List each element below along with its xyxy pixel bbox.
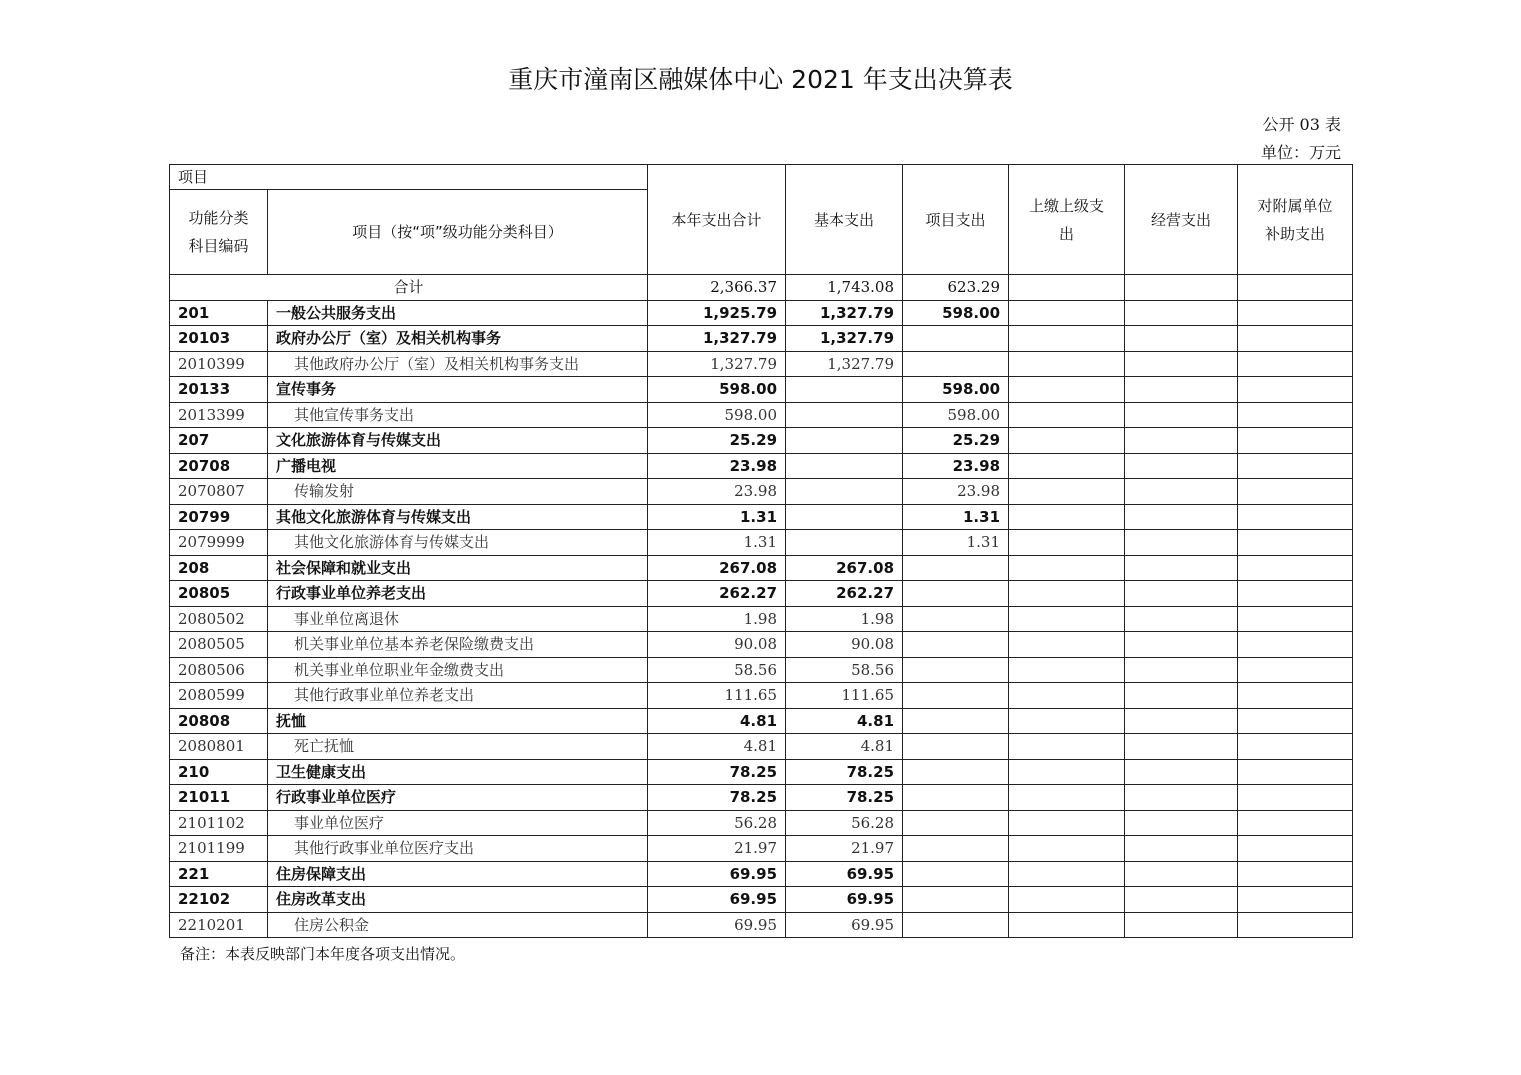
unit-label: 单位：万元 [1260, 143, 1341, 162]
cell-business [1125, 326, 1238, 352]
cell-business [1125, 759, 1238, 785]
cell-project [903, 861, 1009, 887]
table-row [170, 657, 1353, 683]
cell-project [903, 326, 1009, 352]
cell-upper [1009, 810, 1125, 836]
cell-code: 2101199 [170, 836, 268, 862]
cell-subsidy [1238, 453, 1353, 479]
cell-project [903, 606, 1009, 632]
cell-basic: 58.56 [786, 657, 903, 683]
cell-code: 20133 [170, 377, 268, 403]
table-row [170, 836, 1353, 862]
table-row [170, 912, 1353, 938]
cell-code: 2013399 [170, 402, 268, 428]
cell-business [1125, 708, 1238, 734]
cell-subsidy [1238, 861, 1353, 887]
cell-basic: 1,327.79 [786, 326, 903, 352]
cell-upper [1009, 683, 1125, 709]
cell-name: 传输发射 [268, 479, 648, 505]
cell-subsidy [1238, 428, 1353, 454]
header-code-line1: 功能分类 [188, 209, 249, 227]
cell-code: 2010399 [170, 351, 268, 377]
cell-basic [786, 402, 903, 428]
cell-upper [1009, 836, 1125, 862]
table-row [170, 861, 1353, 887]
cell-business [1125, 530, 1238, 556]
cell-basic: 267.08 [786, 555, 903, 581]
page-title: 重庆市潼南区融媒体中心 2021 年支出决算表 [508, 65, 1013, 94]
cell-subsidy [1238, 632, 1353, 658]
cell-upper [1009, 377, 1125, 403]
cell-code: 2080502 [170, 606, 268, 632]
cell-upper [1009, 479, 1125, 505]
cell-basic: 1,327.79 [786, 300, 903, 326]
table-row [170, 479, 1353, 505]
cell-business [1125, 785, 1238, 811]
cell-name: 文化旅游体育与传媒支出 [268, 428, 648, 454]
cell-upper [1009, 581, 1125, 607]
cell-basic: 111.65 [786, 683, 903, 709]
cell-upper [1009, 887, 1125, 913]
header-upper [1009, 165, 1125, 275]
cell-total: 90.08 [648, 632, 786, 658]
cell-project [903, 836, 1009, 862]
header-name: 项目（按“项”级功能分类科目） [268, 190, 648, 275]
cell-total: 1,925.79 [648, 300, 786, 326]
cell-upper [1009, 734, 1125, 760]
cell-business [1125, 581, 1238, 607]
table-row [170, 759, 1353, 785]
cell-name: 宣传事务 [268, 377, 648, 403]
cell-name: 抚恤 [268, 708, 648, 734]
table-row [170, 377, 1353, 403]
footnote: 备注：本表反映部门本年度各项支出情况。 [180, 945, 466, 963]
cell-code: 2080506 [170, 657, 268, 683]
cell-name: 社会保障和就业支出 [268, 555, 648, 581]
cell-subsidy [1238, 734, 1353, 760]
cell-name: 政府办公厅（室）及相关机构事务 [268, 326, 648, 352]
cell-total: 4.81 [648, 708, 786, 734]
header-upper-line1: 上缴上级支 [1029, 196, 1105, 215]
cell-name: 广播电视 [268, 453, 648, 479]
cell-basic: 4.81 [786, 708, 903, 734]
cell-basic [786, 377, 903, 403]
cell-basic [786, 479, 903, 505]
header-project: 项目 [170, 165, 648, 190]
cell-project: 598.00 [903, 402, 1009, 428]
cell-total: 25.29 [648, 428, 786, 454]
cell-total: 2,366.37 [648, 275, 786, 301]
cell-business [1125, 912, 1238, 938]
cell-code: 21011 [170, 785, 268, 811]
cell-code: 207 [170, 428, 268, 454]
cell-business [1125, 810, 1238, 836]
cell-total: 598.00 [648, 402, 786, 428]
cell-project: 1.31 [903, 504, 1009, 530]
cell-project [903, 581, 1009, 607]
expenditure-table [169, 164, 1353, 938]
cell-subsidy [1238, 581, 1353, 607]
cell-subsidy [1238, 810, 1353, 836]
cell-basic: 262.27 [786, 581, 903, 607]
cell-code: 20103 [170, 326, 268, 352]
table-row [170, 402, 1353, 428]
cell-name: 死亡抚恤 [268, 734, 648, 760]
table-row [170, 606, 1353, 632]
cell-basic: 4.81 [786, 734, 903, 760]
cell-project [903, 912, 1009, 938]
cell-upper [1009, 861, 1125, 887]
cell-project [903, 555, 1009, 581]
cell-subsidy [1238, 402, 1353, 428]
cell-name: 行政事业单位养老支出 [268, 581, 648, 607]
cell-business [1125, 734, 1238, 760]
cell-name: 住房保障支出 [268, 861, 648, 887]
table-row [170, 300, 1353, 326]
table-row [170, 351, 1353, 377]
cell-project [903, 759, 1009, 785]
cell-upper [1009, 912, 1125, 938]
cell-code: 221 [170, 861, 268, 887]
cell-basic: 1.98 [786, 606, 903, 632]
cell-total: 1,327.79 [648, 351, 786, 377]
cell-basic: 1,743.08 [786, 275, 903, 301]
cell-name: 其他政府办公厅（室）及相关机构事务支出 [268, 351, 648, 377]
cell-project: 25.29 [903, 428, 1009, 454]
cell-subsidy [1238, 836, 1353, 862]
table-header [170, 165, 1353, 275]
cell-code: 2080599 [170, 683, 268, 709]
cell-name: 住房改革支出 [268, 887, 648, 913]
cell-project [903, 632, 1009, 658]
cell-name: 行政事业单位医疗 [268, 785, 648, 811]
cell-basic [786, 504, 903, 530]
header-total: 本年支出合计 [648, 165, 786, 275]
cell-subsidy [1238, 887, 1353, 913]
cell-subsidy [1238, 708, 1353, 734]
cell-total: 267.08 [648, 555, 786, 581]
cell-upper [1009, 606, 1125, 632]
cell-total: 111.65 [648, 683, 786, 709]
cell-project [903, 708, 1009, 734]
cell-project [903, 657, 1009, 683]
cell-upper [1009, 428, 1125, 454]
cell-upper [1009, 351, 1125, 377]
table-row [170, 785, 1353, 811]
cell-total: 4.81 [648, 734, 786, 760]
cell-basic: 78.25 [786, 759, 903, 785]
cell-basic: 69.95 [786, 912, 903, 938]
header-business: 经营支出 [1125, 165, 1238, 275]
cell-business [1125, 683, 1238, 709]
header-subsidy [1238, 165, 1353, 275]
cell-project: 23.98 [903, 453, 1009, 479]
cell-total: 1.98 [648, 606, 786, 632]
cell-code: 208 [170, 555, 268, 581]
table-row [170, 734, 1353, 760]
cell-code: 20808 [170, 708, 268, 734]
cell-business [1125, 887, 1238, 913]
cell-code: 2101102 [170, 810, 268, 836]
table-row [170, 504, 1353, 530]
cell-upper [1009, 657, 1125, 683]
cell-basic [786, 530, 903, 556]
cell-total: 1,327.79 [648, 326, 786, 352]
cell-total: 21.97 [648, 836, 786, 862]
cell-upper [1009, 300, 1125, 326]
cell-subsidy [1238, 300, 1353, 326]
cell-total: 1.31 [648, 504, 786, 530]
cell-total: 58.56 [648, 657, 786, 683]
cell-basic: 90.08 [786, 632, 903, 658]
cell-code: 2080801 [170, 734, 268, 760]
cell-code: 2079999 [170, 530, 268, 556]
cell-total: 23.98 [648, 479, 786, 505]
cell-business [1125, 275, 1238, 301]
cell-total: 78.25 [648, 785, 786, 811]
cell-code: 210 [170, 759, 268, 785]
cell-total: 56.28 [648, 810, 786, 836]
cell-business [1125, 300, 1238, 326]
cell-business [1125, 836, 1238, 862]
cell-upper [1009, 708, 1125, 734]
cell-upper [1009, 632, 1125, 658]
cell-name: 机关事业单位职业年金缴费支出 [268, 657, 648, 683]
header-basic: 基本支出 [786, 165, 903, 275]
cell-name: 其他行政事业单位医疗支出 [268, 836, 648, 862]
table-row [170, 887, 1353, 913]
cell-code: 2080505 [170, 632, 268, 658]
cell-basic: 69.95 [786, 861, 903, 887]
cell-business [1125, 606, 1238, 632]
cell-business [1125, 453, 1238, 479]
cell-basic: 21.97 [786, 836, 903, 862]
cell-subsidy [1238, 351, 1353, 377]
cell-name: 其他文化旅游体育与传媒支出 [268, 504, 648, 530]
cell-basic: 1,327.79 [786, 351, 903, 377]
cell-subsidy [1238, 555, 1353, 581]
table-row [170, 810, 1353, 836]
cell-upper [1009, 275, 1125, 301]
header-subsidy-line2: 补助支出 [1265, 224, 1326, 243]
cell-upper [1009, 504, 1125, 530]
cell-project: 598.00 [903, 300, 1009, 326]
cell-basic: 56.28 [786, 810, 903, 836]
table-row [170, 632, 1353, 658]
cell-subsidy [1238, 479, 1353, 505]
cell-name: 事业单位医疗 [268, 810, 648, 836]
cell-upper [1009, 326, 1125, 352]
cell-total: 598.00 [648, 377, 786, 403]
table-row [170, 555, 1353, 581]
cell-code: 20799 [170, 504, 268, 530]
cell-upper [1009, 785, 1125, 811]
cell-business [1125, 861, 1238, 887]
cell-basic: 78.25 [786, 785, 903, 811]
cell-total: 69.95 [648, 912, 786, 938]
cell-subsidy [1238, 377, 1353, 403]
cell-name: 其他文化旅游体育与传媒支出 [268, 530, 648, 556]
cell-project: 623.29 [903, 275, 1009, 301]
cell-project [903, 683, 1009, 709]
cell-total: 78.25 [648, 759, 786, 785]
cell-business [1125, 632, 1238, 658]
table-row [170, 708, 1353, 734]
cell-code: 2070807 [170, 479, 268, 505]
cell-project [903, 734, 1009, 760]
total-label: 合计 [170, 275, 648, 301]
cell-basic [786, 453, 903, 479]
cell-name: 卫生健康支出 [268, 759, 648, 785]
cell-code: 20805 [170, 581, 268, 607]
cell-subsidy [1238, 683, 1353, 709]
cell-upper [1009, 759, 1125, 785]
cell-project [903, 351, 1009, 377]
cell-code: 201 [170, 300, 268, 326]
cell-business [1125, 377, 1238, 403]
cell-project [903, 810, 1009, 836]
header-project-expenditure: 项目支出 [903, 165, 1009, 275]
table-row [170, 581, 1353, 607]
form-number: 公开 03 表 [1262, 115, 1341, 134]
table-row [170, 530, 1353, 556]
cell-subsidy [1238, 912, 1353, 938]
cell-business [1125, 428, 1238, 454]
cell-code: 20708 [170, 453, 268, 479]
cell-name: 机关事业单位基本养老保险缴费支出 [268, 632, 648, 658]
cell-total: 23.98 [648, 453, 786, 479]
cell-upper [1009, 530, 1125, 556]
cell-basic [786, 428, 903, 454]
cell-business [1125, 402, 1238, 428]
table-row [170, 326, 1353, 352]
cell-subsidy [1238, 275, 1353, 301]
cell-project [903, 785, 1009, 811]
cell-total: 69.95 [648, 861, 786, 887]
cell-subsidy [1238, 530, 1353, 556]
cell-business [1125, 555, 1238, 581]
table-body [170, 275, 1353, 938]
header-subsidy-line1: 对附属单位 [1257, 196, 1333, 215]
cell-total: 262.27 [648, 581, 786, 607]
table-row [170, 428, 1353, 454]
cell-code: 22102 [170, 887, 268, 913]
cell-subsidy [1238, 504, 1353, 530]
cell-subsidy [1238, 606, 1353, 632]
cell-upper [1009, 453, 1125, 479]
cell-total: 1.31 [648, 530, 786, 556]
cell-subsidy [1238, 657, 1353, 683]
cell-upper [1009, 555, 1125, 581]
cell-business [1125, 657, 1238, 683]
cell-subsidy [1238, 785, 1353, 811]
cell-business [1125, 504, 1238, 530]
cell-name: 事业单位离退休 [268, 606, 648, 632]
cell-project [903, 887, 1009, 913]
total-row [170, 275, 1353, 301]
cell-name: 其他宣传事务支出 [268, 402, 648, 428]
cell-code: 2210201 [170, 912, 268, 938]
cell-project: 1.31 [903, 530, 1009, 556]
header-upper-line2: 出 [1059, 224, 1075, 243]
cell-project: 598.00 [903, 377, 1009, 403]
cell-project: 23.98 [903, 479, 1009, 505]
cell-upper [1009, 402, 1125, 428]
cell-name: 其他行政事业单位养老支出 [268, 683, 648, 709]
header-code [170, 190, 268, 275]
header-code-line2: 科目编码 [188, 237, 249, 255]
cell-subsidy [1238, 326, 1353, 352]
cell-name: 住房公积金 [268, 912, 648, 938]
cell-business [1125, 479, 1238, 505]
cell-business [1125, 351, 1238, 377]
cell-basic: 69.95 [786, 887, 903, 913]
table-row [170, 683, 1353, 709]
table-row [170, 453, 1353, 479]
cell-subsidy [1238, 759, 1353, 785]
cell-total: 69.95 [648, 887, 786, 913]
cell-name: 一般公共服务支出 [268, 300, 648, 326]
